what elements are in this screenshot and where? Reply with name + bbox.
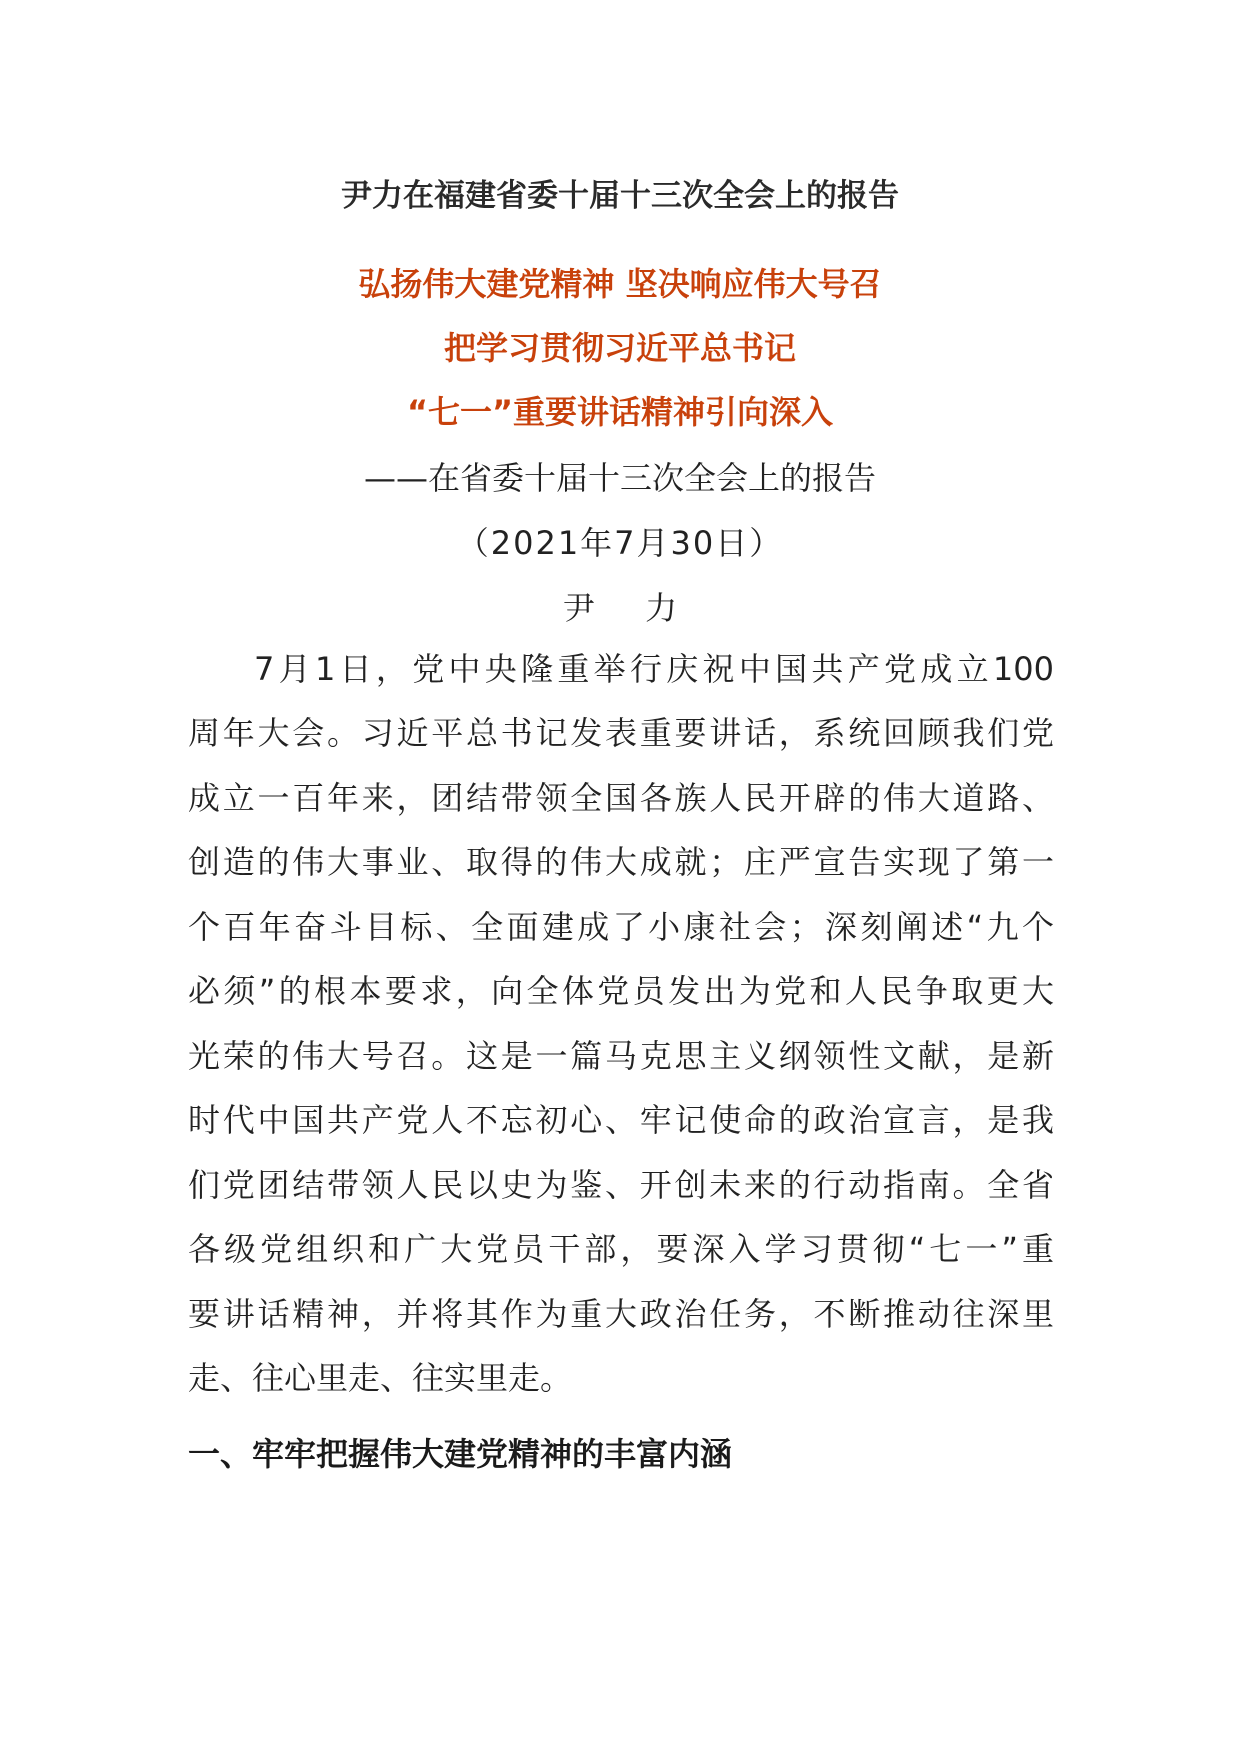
paragraph-line: 各级党组织和广大党员干部，要深入学习贯彻“七一”重 (188, 1230, 1054, 1268)
section-heading: 一、牢牢把握伟大建党精神的丰富内涵 (188, 1435, 733, 1473)
main-title-line-3: “七一”重要讲话精神引向深入 (406, 393, 834, 431)
document-title: 尹力在福建省委十届十三次全会上的报告 (341, 178, 899, 214)
paragraph-line: 7月1日，党中央隆重举行庆祝中国共产党成立100 (254, 650, 1054, 688)
paragraph-line: 个百年奋斗目标、全面建成了小康社会；深刻阐述“九个 (188, 908, 1054, 946)
paragraph-line: 必须”的根本要求，向全体党员发出为党和人民争取更大 (188, 972, 1054, 1010)
paragraph-line: 时代中国共产党人不忘初心、牢记使命的政治宣言，是我 (188, 1101, 1054, 1139)
report-author: 尹 力 (562, 589, 698, 627)
paragraph-line: 创造的伟大事业、取得的伟大成就；庄严宣告实现了第一 (188, 843, 1054, 881)
main-title-line-1: 弘扬伟大建党精神 坚决响应伟大号召 (358, 265, 882, 303)
paragraph-line: 光荣的伟大号召。这是一篇马克思主义纲领性文献，是新 (188, 1037, 1054, 1075)
paragraph-line: 周年大会。习近平总书记发表重要讲话，系统回顾我们党 (188, 714, 1054, 752)
main-title-line-2: 把学习贯彻习近平总书记 (443, 329, 796, 367)
paragraph-line: 要讲话精神，并将其作为重大政治任务，不断推动往深里 (188, 1295, 1054, 1333)
report-subtitle: ——在省委十届十三次全会上的报告 (363, 459, 876, 497)
paragraph-line: 走、往心里走、往实里走。 (188, 1359, 573, 1397)
report-date: （2021年7月30日） (456, 524, 784, 562)
paragraph-line: 们党团结带领人民以史为鉴、开创未来的行动指南。全省 (188, 1166, 1054, 1204)
paragraph-line: 成立一百年来，团结带领全国各族人民开辟的伟大道路、 (188, 779, 1054, 817)
